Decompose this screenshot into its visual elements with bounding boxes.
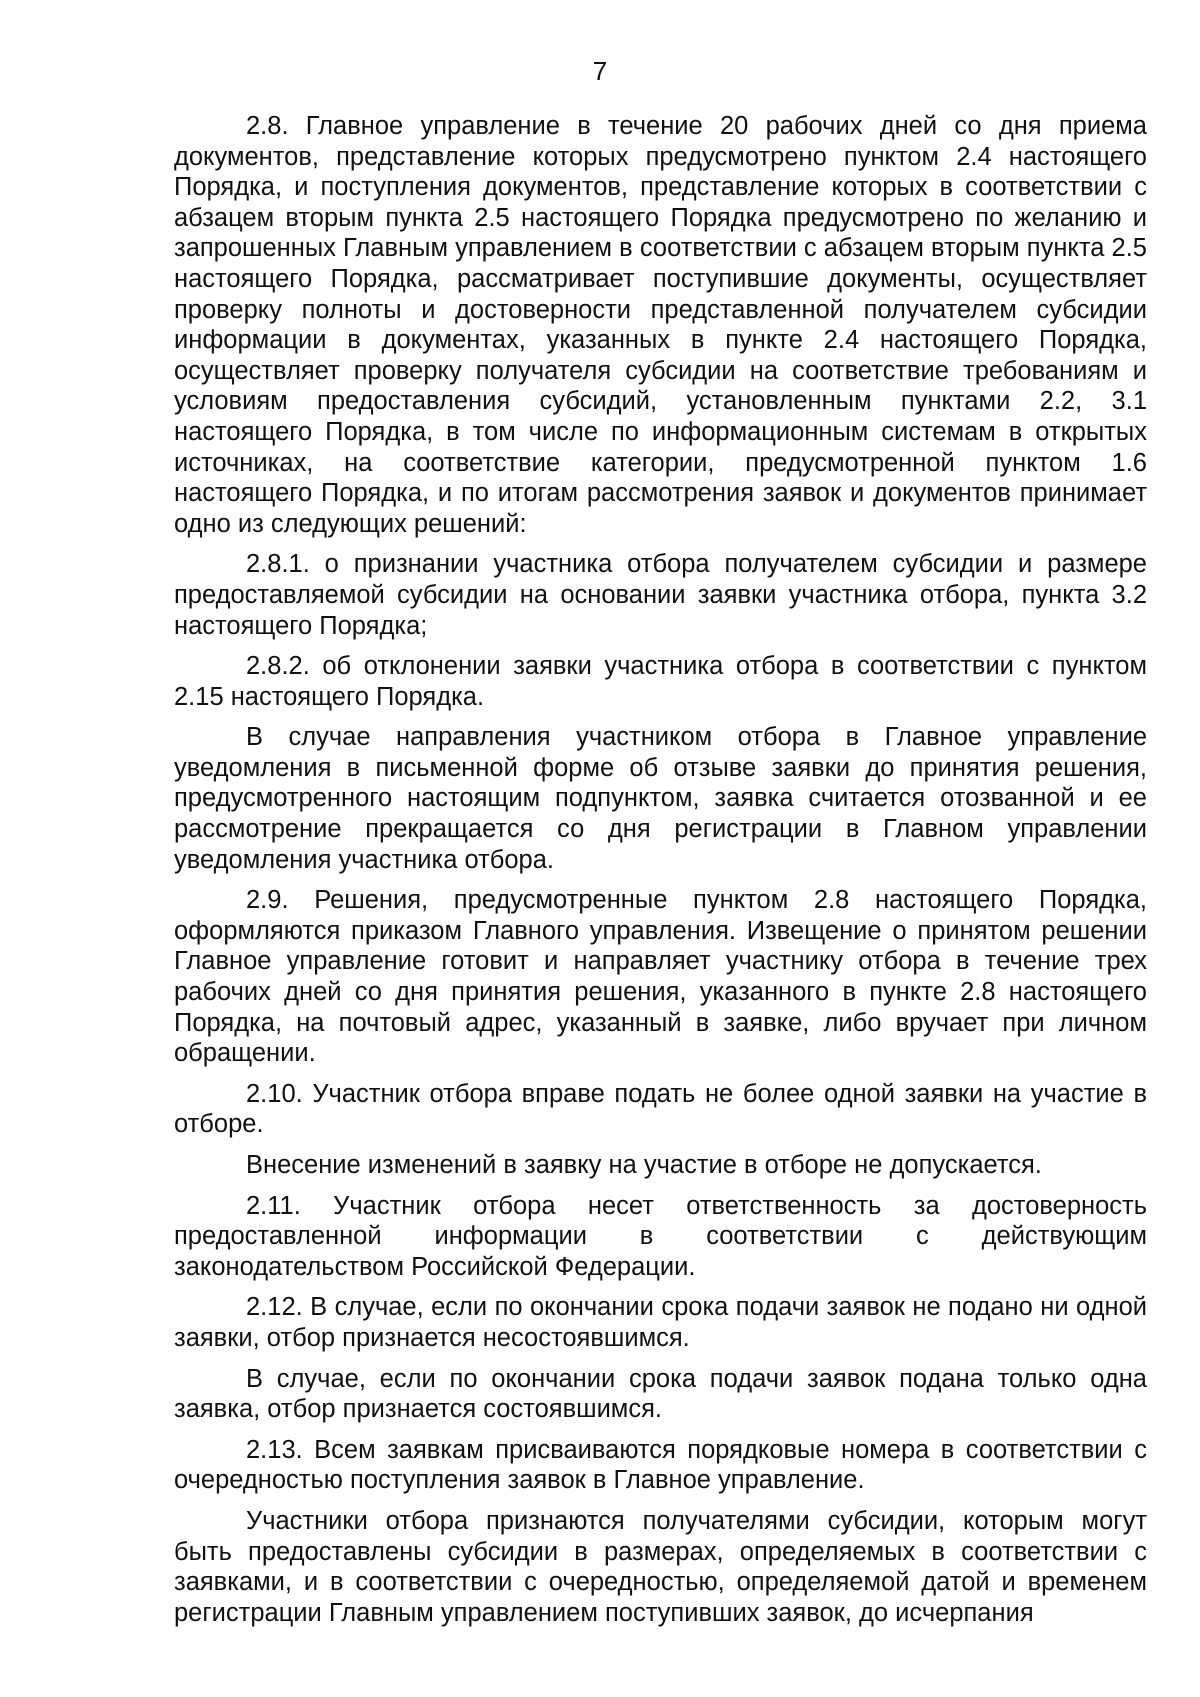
paragraph-2-12: 2.12. В случае, если по окончании срока подачи заявок не подано ни одной заявки, отбор признается несостоявшимся. (174, 1293, 1147, 1352)
paragraph-withdrawal: В случае направления участником отбора в Главное управление уведомления в письменной форме об отзыве заявки до принятия решения, предусмотренного настоящим подпунктом, заявка считается отозванной и ее рассмотрение прекращается со дня регистрации в Главном управлении уведомления участника отбора. (174, 723, 1147, 874)
paragraph-2-8-1: 2.8.1. о признании участника отбора получателем субсидии и размере предоставляемой субсидии на основании заявки участника отбора, пункта 3.2 настоящего Порядка; (174, 550, 1147, 640)
paragraph-2-8-2: 2.8.2. об отклонении заявки участника отбора в соответствии с пунктом 2.15 настоящего Порядка. (174, 652, 1147, 711)
paragraph-2-8: 2.8. Главное управление в течение 20 рабочих дней со дня приема документов, представление которых предусмотрено пунктом 2.4 настоящего Порядка, и поступления документов, представление которых в соответствии с абзацем вторым пункта 2.5 настоящего Порядка предусмотрено по желанию и запрошенных Главным управлением в соответствии с абзацем вторым пункта 2.5 настоящего Порядка, рассматривает поступившие документы, осуществляет проверку полноты и достоверности представленной получателем субсидии информации в документах, указанных в пункте 2.4 настоящего Порядка, осуществляет проверку получателя субсидии на соответствие требованиям и условиям предоставления субсидий, установленным пунктами 2.2, 3.1 настоящего Порядка, в том числе по информационным системам в открытых источниках, на соответствие категории, предусмотренной пунктом 1.6 настоящего Порядка, и по итогам рассмотрения заявок и документов принимает одно из следующих решений: (174, 112, 1147, 538)
paragraph-2-11: 2.11. Участник отбора несет ответственность за достоверность предоставленной информации в соответствии с действующим законодательством Российской Федерации. (174, 1191, 1147, 1281)
paragraph-2-10: 2.10. Участник отбора вправе подать не более одной заявки на участие в отборе. (174, 1079, 1147, 1139)
paragraph-2-13: 2.13. Всем заявкам присваиваются порядковые номера в соответствии с очередностью поступления заявок в Главное управление. (174, 1435, 1147, 1495)
page-number: 7 (592, 56, 608, 86)
paragraph-2-9: 2.9. Решения, предусмотренные пунктом 2.8 настоящего Порядка, оформляются приказом Главного управления. Извещение о принятом решении Главное управление готовит и направляет участнику отбора в течение трех рабочих дней со дня принятия решения, указанного в пункте 2.8 настоящего Порядка, на почтовый адрес, указанный в заявке, либо вручает при личном обращении. (174, 886, 1147, 1068)
paragraph-no-changes: Внесение изменений в заявку на участие в отборе не допускается. (246, 1151, 1042, 1179)
paragraph-recipients: Участники отбора признаются получателями субсидии, которым могут быть предоставлены субсидии в размерах, определяемых в соответствии с заявками, и в соответствии с очередностью, определяемой датой и временем регистрации Главным управлением поступивших заявок, до исчерпания (174, 1506, 1147, 1627)
paragraph-single-bid: В случае, если по окончании срока подачи заявок подана только одна заявка, отбор признается состоявшимся. (174, 1364, 1147, 1424)
document-body (174, 111, 1147, 1638)
